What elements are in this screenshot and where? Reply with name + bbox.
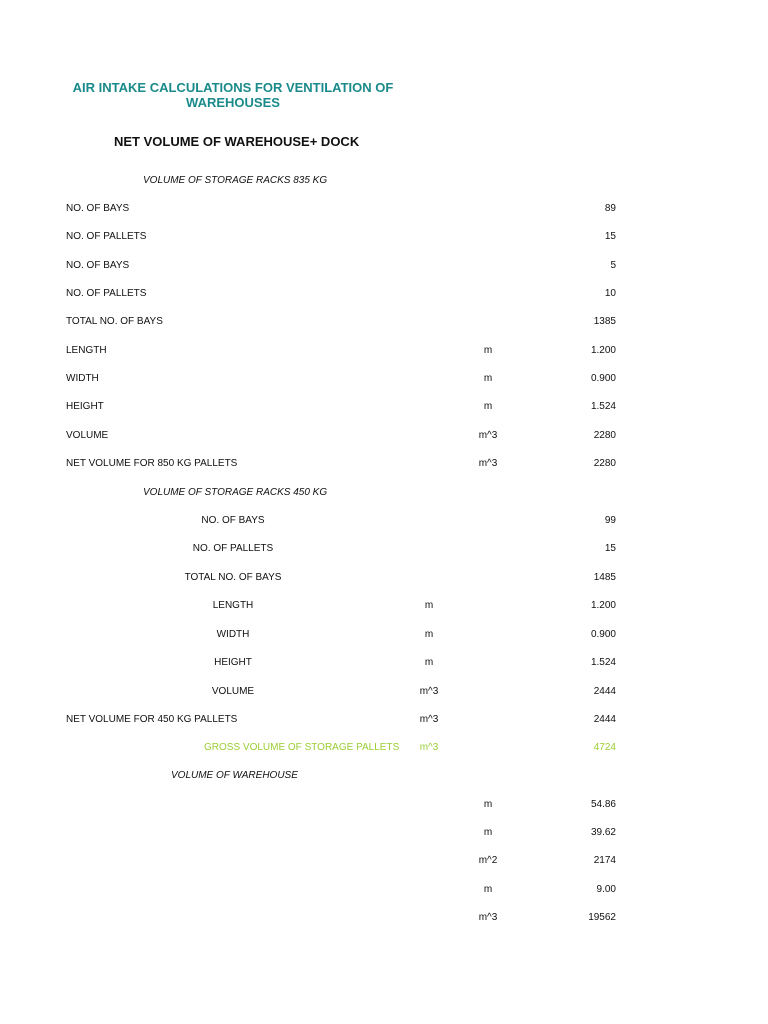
row-value: 9.00 [596, 884, 616, 895]
row-label: TOTAL NO. OF BAYS [184, 572, 282, 583]
row-value: 2280 [593, 430, 616, 441]
row-value: 1.200 [590, 345, 616, 356]
row-value: 0.900 [590, 629, 616, 640]
row-value: 19562 [588, 912, 616, 923]
row-label: LENGTH [66, 345, 107, 356]
row-unit: m^3 [478, 912, 498, 923]
row-value: 1.200 [590, 600, 616, 611]
row-value: 2280 [593, 458, 616, 469]
row-value: 1.524 [590, 401, 616, 412]
row-label: NO. OF PALLETS [66, 288, 147, 299]
row-label: LENGTH [212, 600, 254, 611]
row-value: 2444 [593, 686, 616, 697]
gross-volume-label: GROSS VOLUME OF STORAGE PALLETS [204, 742, 400, 753]
row-label: WIDTH [216, 629, 250, 640]
row-value: 1485 [593, 572, 616, 583]
section-heading-warehouse: VOLUME OF WAREHOUSE [171, 770, 298, 781]
row-label: NO. OF BAYS [66, 203, 130, 214]
row-unit: m [483, 373, 493, 384]
row-value: 99 [604, 515, 616, 526]
row-value: 39.62 [590, 827, 616, 838]
row-label: HEIGHT [66, 401, 104, 412]
row-unit: m [483, 884, 493, 895]
page-title-line-2: WAREHOUSES [186, 95, 280, 110]
section-heading-835kg: VOLUME OF STORAGE RACKS 835 KG [143, 175, 328, 186]
row-unit: m^3 [419, 686, 439, 697]
row-value: 89 [604, 203, 616, 214]
row-label: NO. OF BAYS [66, 260, 130, 271]
net-volume-450-unit: m^3 [419, 714, 439, 725]
row-label: WIDTH [66, 373, 99, 384]
row-label: HEIGHT [214, 657, 252, 668]
row-unit: m [483, 401, 493, 412]
row-value: 15 [604, 231, 616, 242]
row-label: VOLUME [66, 430, 109, 441]
page-title [68, 80, 398, 110]
row-unit: m [424, 657, 434, 668]
row-unit: m [483, 799, 493, 810]
row-unit: m^3 [478, 430, 498, 441]
row-value: 0.900 [590, 373, 616, 384]
gross-volume-unit: m^3 [419, 742, 439, 753]
row-label: NO. OF PALLETS [66, 231, 147, 242]
net-volume-450-label: NET VOLUME FOR 450 KG PALLETS [66, 714, 238, 725]
page-subtitle: NET VOLUME OF WAREHOUSE+ DOCK [114, 134, 360, 149]
row-unit: m [483, 345, 493, 356]
row-unit: m^3 [478, 458, 498, 469]
row-value: 10 [604, 288, 616, 299]
row-label: NO. OF PALLETS [192, 543, 274, 554]
row-value: 15 [604, 543, 616, 554]
row-value: 1.524 [590, 657, 616, 668]
row-label: TOTAL NO. OF BAYS [66, 316, 163, 327]
net-volume-450-value: 2444 [593, 714, 616, 725]
row-value: 2174 [593, 855, 616, 866]
row-unit: m [483, 827, 493, 838]
row-unit: m [424, 629, 434, 640]
page-title-line-1: AIR INTAKE CALCULATIONS FOR VENTILATION OF [72, 80, 394, 95]
gross-volume-value: 4724 [593, 742, 616, 753]
row-value: 5 [610, 260, 616, 271]
row-label: NET VOLUME FOR 850 KG PALLETS [66, 458, 238, 469]
row-value: 54.86 [590, 799, 616, 810]
row-unit: m [424, 600, 434, 611]
section-heading-450kg: VOLUME OF STORAGE RACKS 450 KG [143, 487, 328, 498]
row-label: VOLUME [211, 686, 255, 697]
row-unit: m^2 [478, 855, 498, 866]
row-value: 1385 [593, 316, 616, 327]
row-label: NO. OF BAYS [201, 515, 265, 526]
